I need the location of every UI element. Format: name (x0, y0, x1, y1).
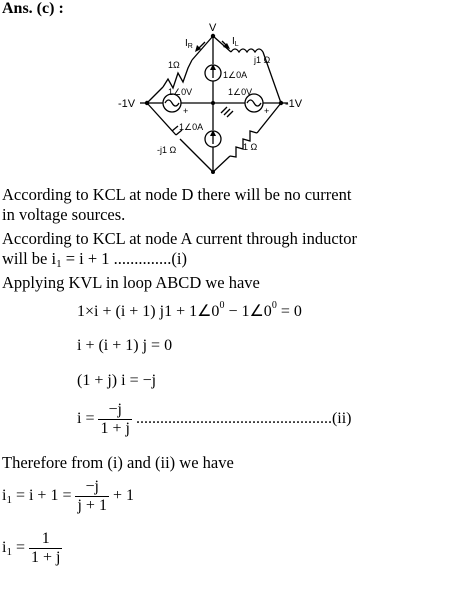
label-node-left: -1V (118, 98, 136, 110)
inductor-j1-top (231, 49, 263, 52)
equation-6: $i_1$ = $\frac{1}{1 + j}$ (2, 530, 61, 566)
node-left-dot (145, 101, 149, 105)
label-v-left: 1∠0V (168, 87, 193, 97)
equation-2: i + (i + 1) j = 0 (77, 337, 173, 354)
capacitor-plate-1 (172, 126, 178, 131)
node-center-dot (211, 101, 215, 105)
node-right-dot (279, 101, 283, 105)
wire-left-top-2 (192, 36, 213, 60)
plus-right: + (264, 106, 270, 116)
fraction-eq4: $\frac{-j}{1 + j}$ (100, 401, 130, 437)
label-node-top: V (209, 22, 217, 34)
equation-3: (1 + j) i = −j (77, 372, 157, 389)
label-src-bottom: 1∠0A (179, 122, 204, 132)
equation-4: i = $\frac{-j}{1 + j}$ .................................................(ii) (77, 401, 352, 437)
text-line-2: in voltage sources. (2, 205, 126, 224)
label-src-top: 1∠0A (223, 70, 248, 80)
label-1ohm-bottom: 1 Ω (243, 142, 258, 152)
equation-5: $i_1 = i + 1$ = $\frac{-j}{j + 1}$ + 1 (2, 478, 134, 514)
wire-left-bottom-1 (147, 103, 176, 135)
wire-left-top-1 (147, 87, 163, 103)
answer-heading: Ans. (c) : (2, 0, 64, 17)
text-line-5: Applying KVL in loop ABCD we have (2, 273, 260, 292)
label-il: $I_L$ (232, 36, 239, 48)
wire-right-top-1 (213, 36, 231, 52)
sine-glyph-right (247, 100, 261, 106)
plus-left: + (183, 106, 189, 116)
circuit-diagram (0, 0, 451, 185)
text-line-3: According to KCL at node A current through inductor (2, 229, 357, 248)
sine-glyph-left (165, 100, 179, 106)
label-mj1: -j1 Ω (157, 145, 177, 155)
fraction-eq6: $\frac{1}{1 + j}$ (30, 530, 61, 566)
label-1ohm-top: 1Ω (168, 60, 180, 70)
label-v-right: 1∠0V (228, 87, 253, 97)
text-line-1: According to KCL at node D there will be no current (2, 185, 352, 204)
label-node-right: -1V (285, 98, 303, 110)
fraction-eq5: $\frac{-j}{j + 1}$ (77, 478, 107, 514)
text-line-6: Therefore from (i) and (ii) we have (2, 453, 234, 472)
label-j1-top: j1 Ω (254, 55, 271, 65)
text-line-4: will be $i_1 = i + 1$ ..............(i) (2, 249, 187, 270)
node-bottom-dot (211, 170, 215, 174)
label-ir: $I_R$ (185, 38, 193, 50)
wire-left-bottom-2 (180, 139, 213, 172)
equation-1: 1×i + (i + 1) $j1 + 1\angle 0^0$ − $1\angle 0^0 = 0$ (77, 300, 302, 320)
node-top-dot (211, 34, 215, 38)
wire-right-bottom-1 (213, 156, 230, 172)
